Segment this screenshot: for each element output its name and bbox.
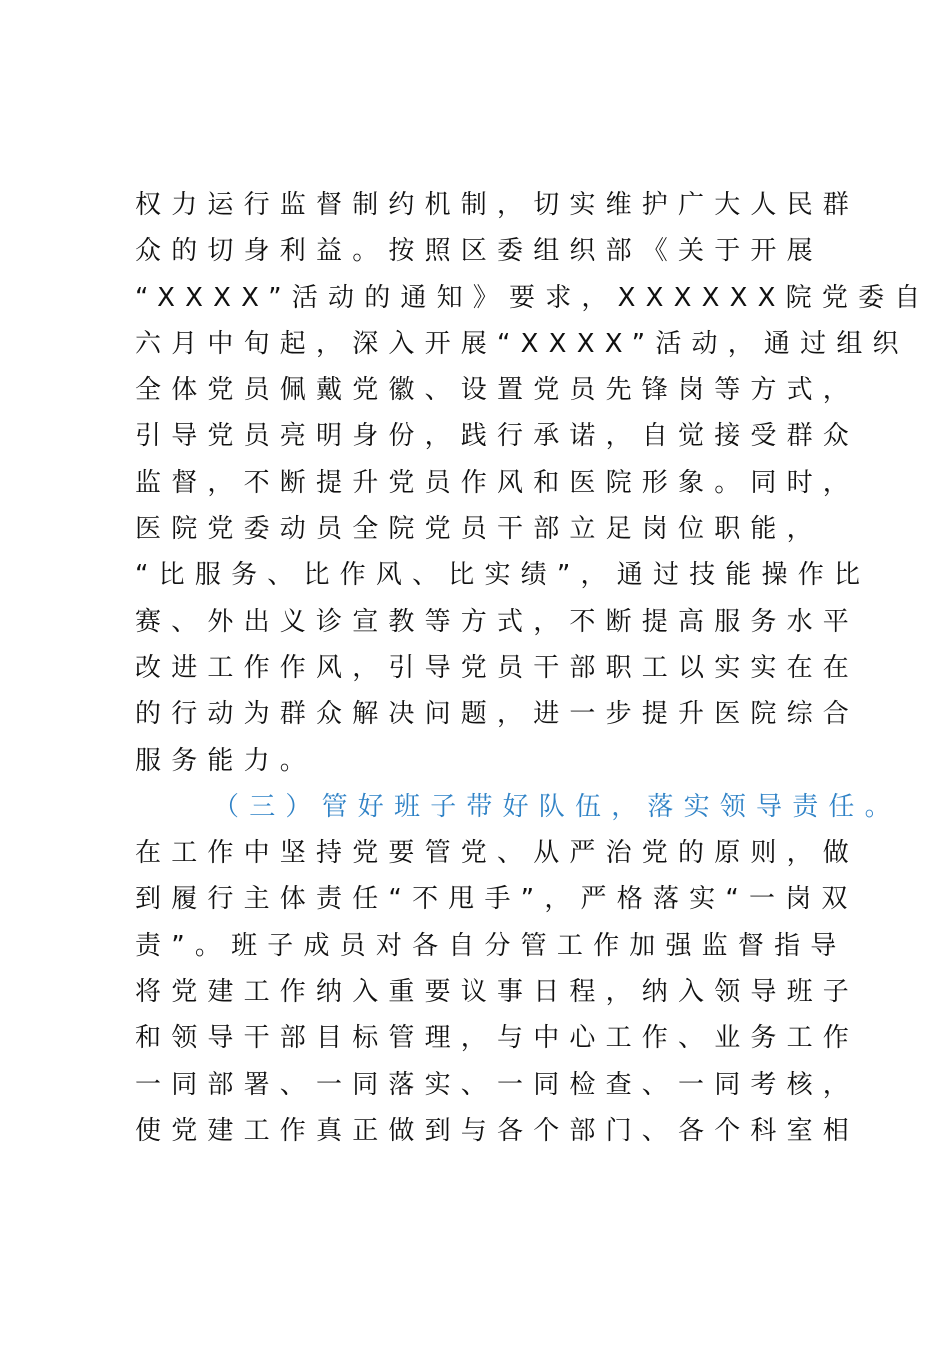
text-line: “XXXX”活动的通知》要求，XXXXXX院党委自 xyxy=(135,282,931,313)
text-line: 权力运行监督制约机制，切实维护广大人民群 xyxy=(135,190,860,220)
text-line: 众的切身利益。按照区委组织部《关于开展 xyxy=(135,236,823,267)
text-line: 引导党员亮明身份，践行承诺，自觉接受群众 xyxy=(135,421,860,452)
document-body xyxy=(135,182,931,1154)
text-line: 使党建工作真正做到与各个部门、各个科室相 xyxy=(135,1115,860,1146)
text-line: 一同部署、一同落实、一同检查、一同考核， xyxy=(135,1069,860,1100)
text-line: 监督，不断提升党员作风和医院形象。同时， xyxy=(135,467,860,498)
text-line: 将党建工作纳入重要议事日程，纳入领导班子 xyxy=(135,977,860,1008)
text-line: 医院党委动员全院党员干部立足岗位职能， xyxy=(135,514,823,545)
text-line: 全体党员佩戴党徽、设置党员先锋岗等方式， xyxy=(135,375,860,406)
text-line: 改进工作作风，引导党员干部职工以实实在在 xyxy=(135,652,860,683)
section-heading: （三）管好班子带好队伍，落实领导责任。 xyxy=(213,791,901,822)
text-line: 和领导干部目标管理，与中心工作、业务工作 xyxy=(135,1023,860,1054)
text-line: 服务能力。 xyxy=(135,745,317,776)
text-line: 责”。班子成员对各自分管工作加强监督指导 xyxy=(135,930,847,961)
text-line: 到履行主体责任“不甩手”，严格落实“一岗双 xyxy=(135,884,858,915)
text-line: 在工作中坚持党要管党、从严治党的原则，做 xyxy=(135,838,860,869)
text-line: 的行动为群众解决问题，进一步提升医院综合 xyxy=(135,699,860,730)
text-line: 赛、外出义诊宣教等方式，不断提高服务水平 xyxy=(135,606,860,637)
text-line: 六月中旬起，深入开展“XXXX”活动，通过组织 xyxy=(135,328,909,359)
text-line: “比服务、比作风、比实绩”，通过技能操作比 xyxy=(135,560,871,591)
